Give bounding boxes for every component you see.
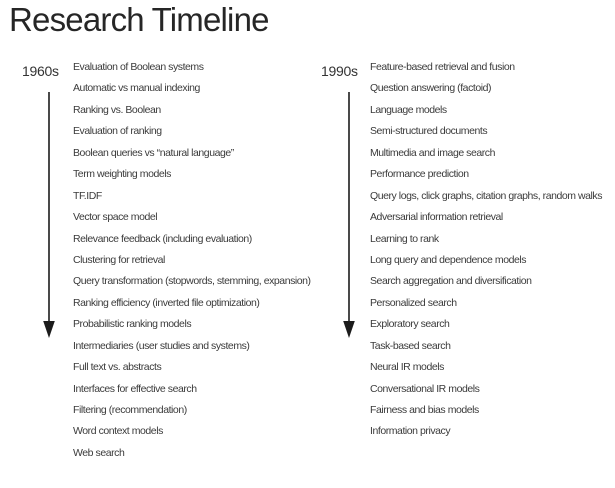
timeline-item: Language models xyxy=(370,103,447,116)
decade-label-1960s: 1960s xyxy=(22,63,59,79)
timeline-item: Full text vs. abstracts xyxy=(73,361,162,374)
timeline-item: Filtering (recommendation) xyxy=(73,404,187,416)
timeline-item: Ranking vs. Boolean xyxy=(73,103,161,116)
timeline-item: Search aggregation and diversification xyxy=(370,275,532,288)
timeline-item: Relevance feedback (including evaluation) xyxy=(73,232,252,245)
timeline-item: Word context models xyxy=(73,425,163,438)
timeline-item: Information privacy xyxy=(370,425,451,438)
down-arrow-icon xyxy=(42,92,56,340)
timeline-item: Task-based search xyxy=(370,339,451,352)
timeline-item: Adversarial information retrieval xyxy=(370,211,503,224)
timeline-item: Exploratory search xyxy=(370,318,450,331)
timeline-item: Automatic vs manual indexing xyxy=(73,82,200,95)
timeline-item: Neural IR models xyxy=(370,361,444,374)
timeline-item: Intermediaries (user studies and systems) xyxy=(73,339,250,352)
timeline-item: Learning to rank xyxy=(370,232,439,245)
timeline-item-list-1960s xyxy=(73,57,311,464)
timeline-item: Query logs, click graphs, citation graphs, random walks xyxy=(370,189,603,202)
timeline-item: Question answering (factoid) xyxy=(370,82,492,95)
timeline-item: Performance prediction xyxy=(370,168,469,181)
timeline-item: Query transformation (stopwords, stemming, expansion) xyxy=(73,275,311,288)
timeline-item: Web search xyxy=(73,446,125,459)
timeline-item: Vector space model xyxy=(73,211,158,224)
timeline-item: Term weighting models xyxy=(73,168,171,181)
timeline-item: Feature-based retrieval and fusion xyxy=(370,61,515,73)
timeline-item: Boolean queries vs “natural language” xyxy=(73,146,234,159)
timeline-item: Clustering for retrieval xyxy=(73,253,165,266)
down-arrow-icon xyxy=(342,92,356,340)
timeline-item: Evaluation of ranking xyxy=(73,125,162,138)
timeline-item: Personalized search xyxy=(370,296,457,309)
decade-label-1990s: 1990s xyxy=(321,63,358,79)
timeline-item: Interfaces for effective search xyxy=(73,382,197,395)
timeline-item: Fairness and bias models xyxy=(370,404,479,416)
timeline-item: Ranking efficiency (inverted file optimization) xyxy=(73,296,260,309)
timeline-item: Evaluation of Boolean systems xyxy=(73,61,204,73)
timeline-item: Conversational IR models xyxy=(370,382,480,395)
timeline-item-list-1990s xyxy=(370,57,602,443)
timeline-item: TF.IDF xyxy=(73,189,102,202)
timeline-item: Probabilistic ranking models xyxy=(73,318,192,331)
slide-title: Research Timeline xyxy=(9,1,269,38)
timeline-item: Long query and dependence models xyxy=(370,253,527,266)
timeline-item: Multimedia and image search xyxy=(370,146,496,159)
timeline-item: Semi-structured documents xyxy=(370,125,488,138)
